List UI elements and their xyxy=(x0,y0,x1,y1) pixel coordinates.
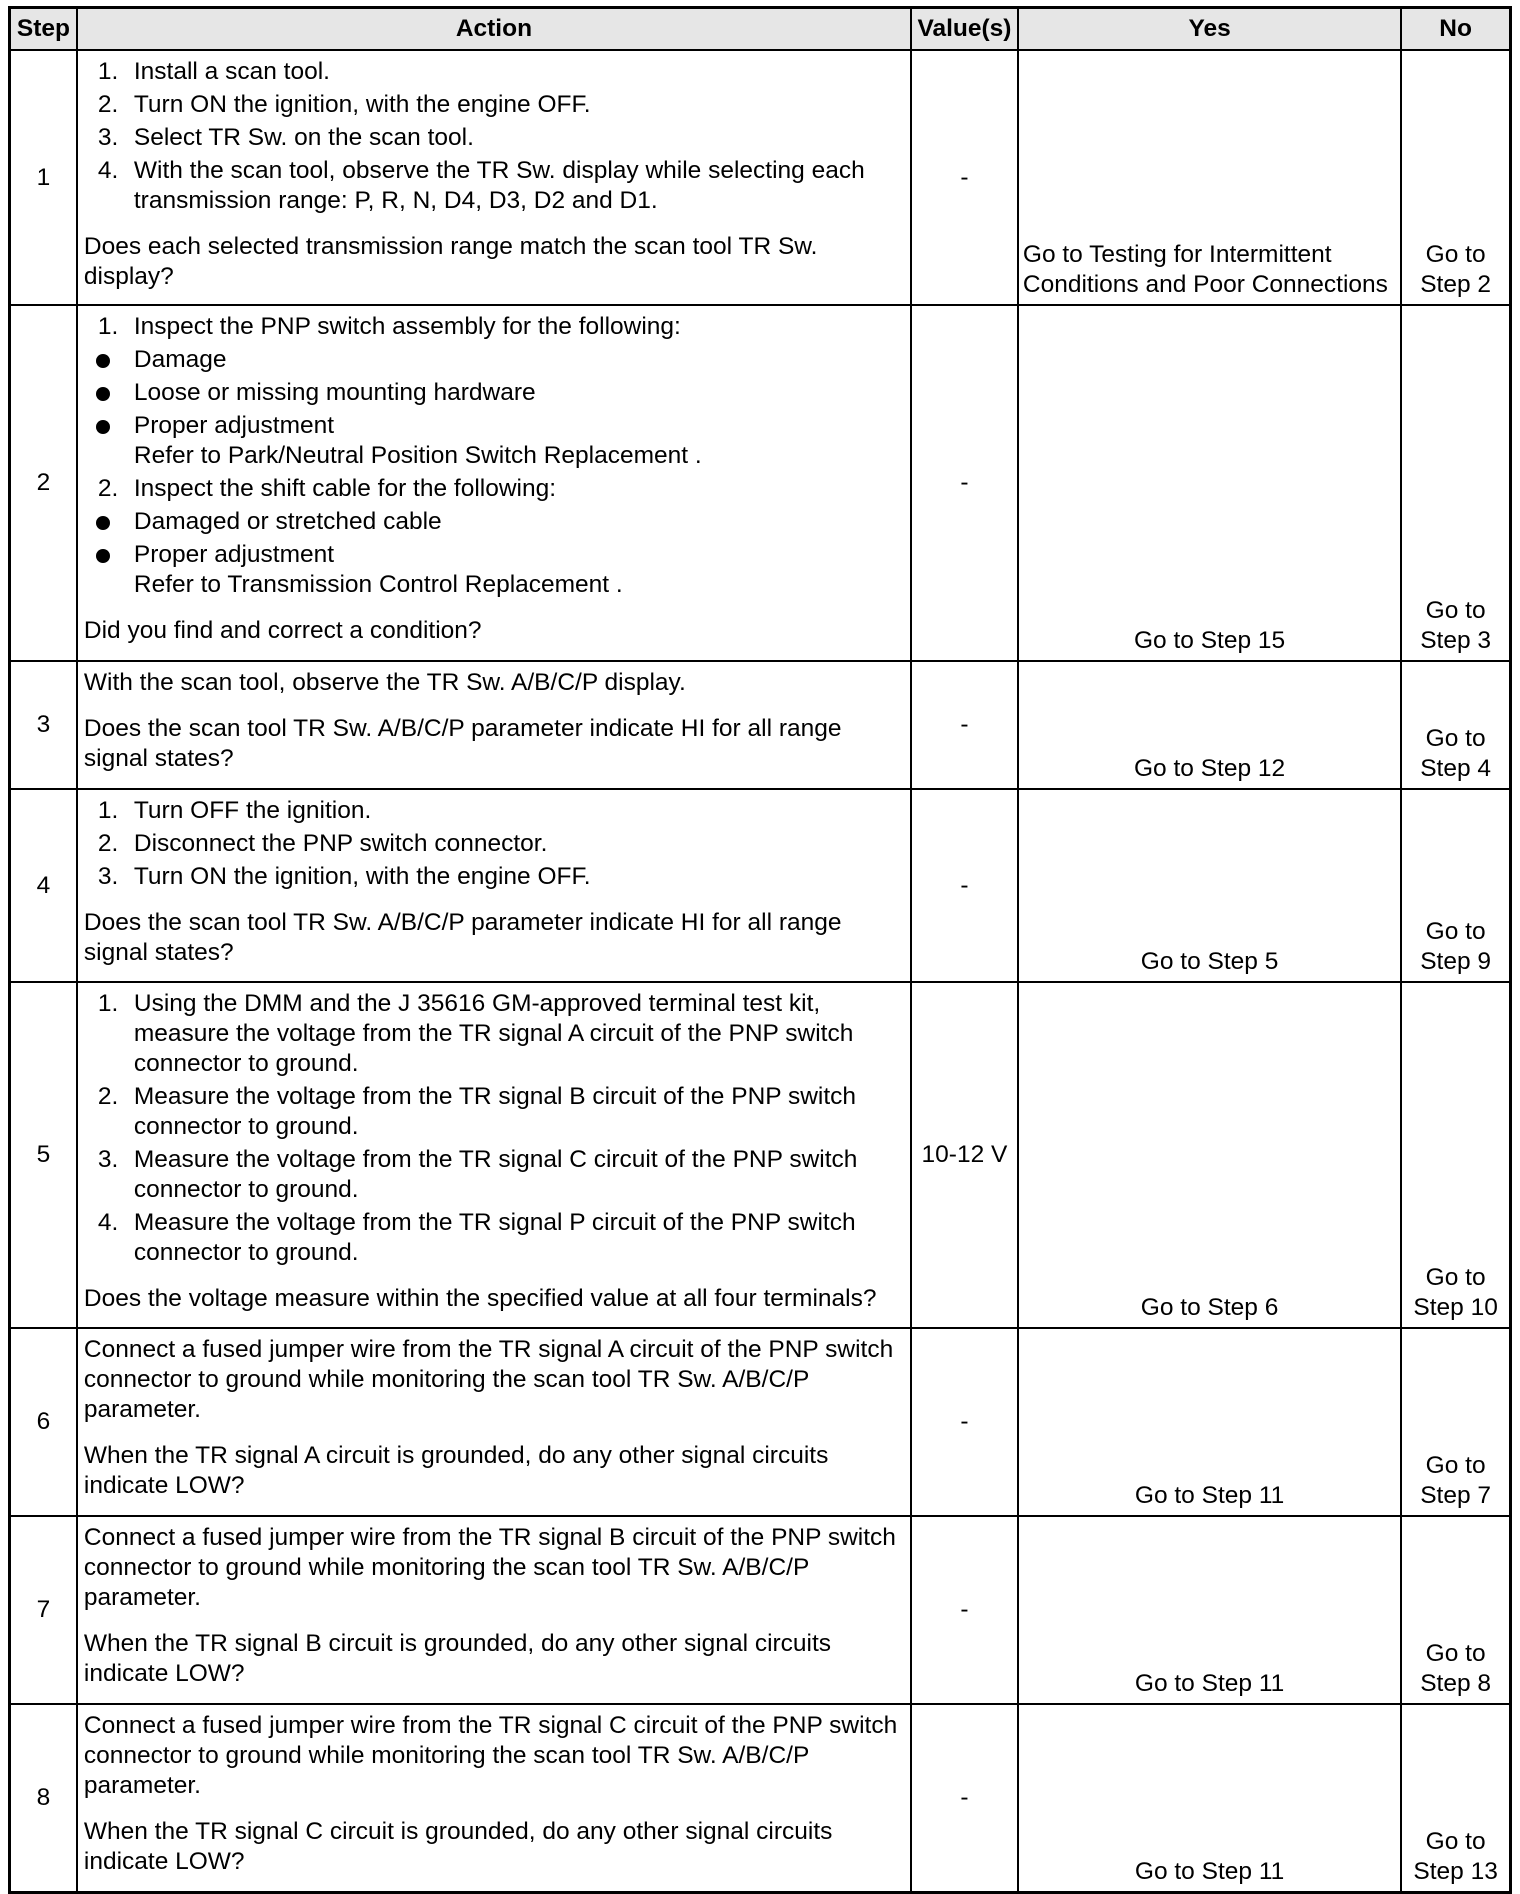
no-cell: Go to Step 8 xyxy=(1401,1516,1510,1704)
action-list xyxy=(84,989,904,1268)
table-row xyxy=(10,789,1511,982)
yes-link: Go to Step 15 xyxy=(1133,627,1286,654)
question: Did you find and correct a condition? xyxy=(83,617,482,644)
list-item: 2. Turn ON the ignition, with the engine OFF. xyxy=(97,91,591,118)
step-number: 4 xyxy=(10,789,77,982)
header-values: Value(s) xyxy=(911,8,1018,51)
header-step: Step xyxy=(10,8,77,51)
yes-cell xyxy=(1018,305,1401,661)
bullet-item: Proper adjustment Refer to Transmission Control Replacement . xyxy=(84,540,904,600)
value-cell: - xyxy=(911,1516,1018,1704)
yes-cell xyxy=(1018,661,1401,789)
question: When the TR signal A circuit is grounded, do any other signal circuits indicate LOW? xyxy=(83,1442,829,1499)
yes-link: Go to Step 12 xyxy=(1133,755,1286,782)
list-item: 4. Measure the voltage from the TR signal P circuit of the PNP switch connector to ground. xyxy=(97,1209,856,1266)
action-list xyxy=(84,57,904,216)
reference-link[interactable]: Refer to Park/Neutral Position Switch Replacement . xyxy=(133,442,702,469)
step-number: 1 xyxy=(10,50,77,305)
no-cell: Go to Step 7 xyxy=(1401,1328,1510,1516)
list-item: 2. Measure the voltage from the TR signal B circuit of the PNP switch connector to ground. xyxy=(97,1083,857,1140)
action-cell xyxy=(77,661,911,789)
question: When the TR signal C circuit is grounded, do any other signal circuits indicate LOW? xyxy=(83,1818,833,1875)
yes-cell xyxy=(1018,789,1401,982)
table-row xyxy=(10,1704,1511,1892)
no-cell: Go to Step 3 xyxy=(1401,305,1510,661)
yes-cell xyxy=(1018,1516,1401,1704)
question: When the TR signal B circuit is grounded, do any other signal circuits indicate LOW? xyxy=(83,1630,832,1687)
yes-cell xyxy=(1018,982,1401,1328)
table-row xyxy=(10,305,1511,661)
value-cell: - xyxy=(911,305,1018,661)
list-item: 2. Inspect the shift cable for the following: Damaged or stretched cable Proper adjustment Refer to Transmission Control Replacement . xyxy=(84,474,904,600)
step-number: 8 xyxy=(10,1704,77,1892)
action-text: Connect a fused jumper wire from the TR signal A circuit of the PNP switch connector to ground while monitoring the scan tool TR Sw. A/B/C/P parameter. xyxy=(83,1336,894,1423)
action-text: Connect a fused jumper wire from the TR signal B circuit of the PNP switch connector to ground while monitoring the scan tool TR Sw. A/B/C/P parameter. xyxy=(83,1524,896,1611)
question: Does the scan tool TR Sw. A/B/C/P parameter indicate HI for all range signal states? xyxy=(83,715,842,772)
list-item: 4. With the scan tool, observe the TR Sw. display while selecting each transmission range: P, R, N, D4, D3, D2 and D1. xyxy=(97,157,865,214)
value-cell: - xyxy=(911,1328,1018,1516)
action-cell xyxy=(77,789,911,982)
value-cell: 10-12 V xyxy=(911,982,1018,1328)
table-row xyxy=(10,1516,1511,1704)
step-number: 3 xyxy=(10,661,77,789)
step-number: 7 xyxy=(10,1516,77,1704)
header-no: No xyxy=(1401,8,1510,51)
reference-link[interactable]: Refer to Transmission Control Replacement . xyxy=(133,571,623,598)
bullet-list xyxy=(84,507,904,600)
step-number: 2 xyxy=(10,305,77,661)
header-yes: Yes xyxy=(1018,8,1401,51)
action-cell xyxy=(77,1704,911,1892)
yes-cell xyxy=(1018,1704,1401,1892)
table-row xyxy=(10,661,1511,789)
question: Does the voltage measure within the specified value at all four terminals? xyxy=(83,1285,877,1312)
yes-cell xyxy=(1018,1328,1401,1516)
action-text: With the scan tool, observe the TR Sw. A/B/C/P display. xyxy=(83,669,686,696)
step-number: 6 xyxy=(10,1328,77,1516)
action-cell xyxy=(77,1328,911,1516)
list-item: 1. Turn OFF the ignition. xyxy=(97,797,372,824)
action-cell xyxy=(77,982,911,1328)
bullet-item: Damage xyxy=(84,345,904,375)
no-cell: Go to Step 13 xyxy=(1401,1704,1510,1892)
list-item: 2. Disconnect the PNP switch connector. xyxy=(97,830,548,857)
action-text: Connect a fused jumper wire from the TR signal C circuit of the PNP switch connector to ground while monitoring the scan tool TR Sw. A/B/C/P parameter. xyxy=(83,1712,898,1799)
no-cell: Go to Step 10 xyxy=(1401,982,1510,1328)
table-row xyxy=(10,982,1511,1328)
table-row xyxy=(10,50,1511,305)
action-cell xyxy=(77,1516,911,1704)
yes-link: Go to Step 5 xyxy=(1140,948,1279,975)
list-item: 3. Measure the voltage from the TR signal C circuit of the PNP switch connector to ground. xyxy=(97,1146,858,1203)
action-cell xyxy=(77,50,911,305)
yes-link: Go to Testing for Intermittent Conditions and Poor Connections xyxy=(1022,241,1388,298)
value-cell: - xyxy=(911,789,1018,982)
question: Does each selected transmission range match the scan tool TR Sw. display? xyxy=(83,233,818,290)
action-list xyxy=(84,312,904,600)
bullet-icon xyxy=(96,387,110,401)
bullet-icon xyxy=(96,354,110,368)
yes-link: Go to Step 11 xyxy=(1134,1670,1285,1697)
bullet-list xyxy=(84,345,904,471)
bullet-item: Loose or missing mounting hardware xyxy=(84,378,904,408)
list-item: 1. Inspect the PNP switch assembly for the following: Damage Loose or missing mounting hardware Proper adjustment Refer to Park/Neutral Position Switch Replacement . xyxy=(84,312,904,471)
list-item: 3. Select TR Sw. on the scan tool. xyxy=(97,124,474,151)
diagnostic-table xyxy=(8,6,1512,1894)
value-cell: - xyxy=(911,661,1018,789)
bullet-icon xyxy=(96,420,110,434)
bullet-item: Proper adjustment Refer to Park/Neutral Position Switch Replacement . xyxy=(84,411,904,471)
bullet-icon xyxy=(96,516,110,530)
yes-cell xyxy=(1018,50,1401,305)
no-cell: Go to Step 9 xyxy=(1401,789,1510,982)
list-item: 1. Using the DMM and the J 35616 GM-approved terminal test kit, measure the voltage from the TR signal A circuit of the PNP switch connector to ground. xyxy=(97,990,854,1077)
yes-link: Go to Step 11 xyxy=(1134,1482,1285,1509)
header-action: Action xyxy=(77,8,911,51)
table-row xyxy=(10,1328,1511,1516)
step-number: 5 xyxy=(10,982,77,1328)
value-cell: - xyxy=(911,1704,1018,1892)
header-row xyxy=(10,8,1511,51)
no-cell: Go to Step 2 xyxy=(1401,50,1510,305)
value-cell: - xyxy=(911,50,1018,305)
no-cell: Go to Step 4 xyxy=(1401,661,1510,789)
question: Does the scan tool TR Sw. A/B/C/P parameter indicate HI for all range signal states? xyxy=(83,909,842,966)
bullet-icon xyxy=(96,549,110,563)
list-item: 3. Turn ON the ignition, with the engine OFF. xyxy=(97,863,591,890)
yes-link: Go to Step 11 xyxy=(1134,1857,1285,1885)
bullet-item: Damaged or stretched cable xyxy=(84,507,904,537)
yes-link: Go to Step 6 xyxy=(1140,1294,1279,1321)
action-list xyxy=(84,796,904,892)
list-item: 1. Install a scan tool. xyxy=(97,58,330,85)
action-cell xyxy=(77,305,911,661)
